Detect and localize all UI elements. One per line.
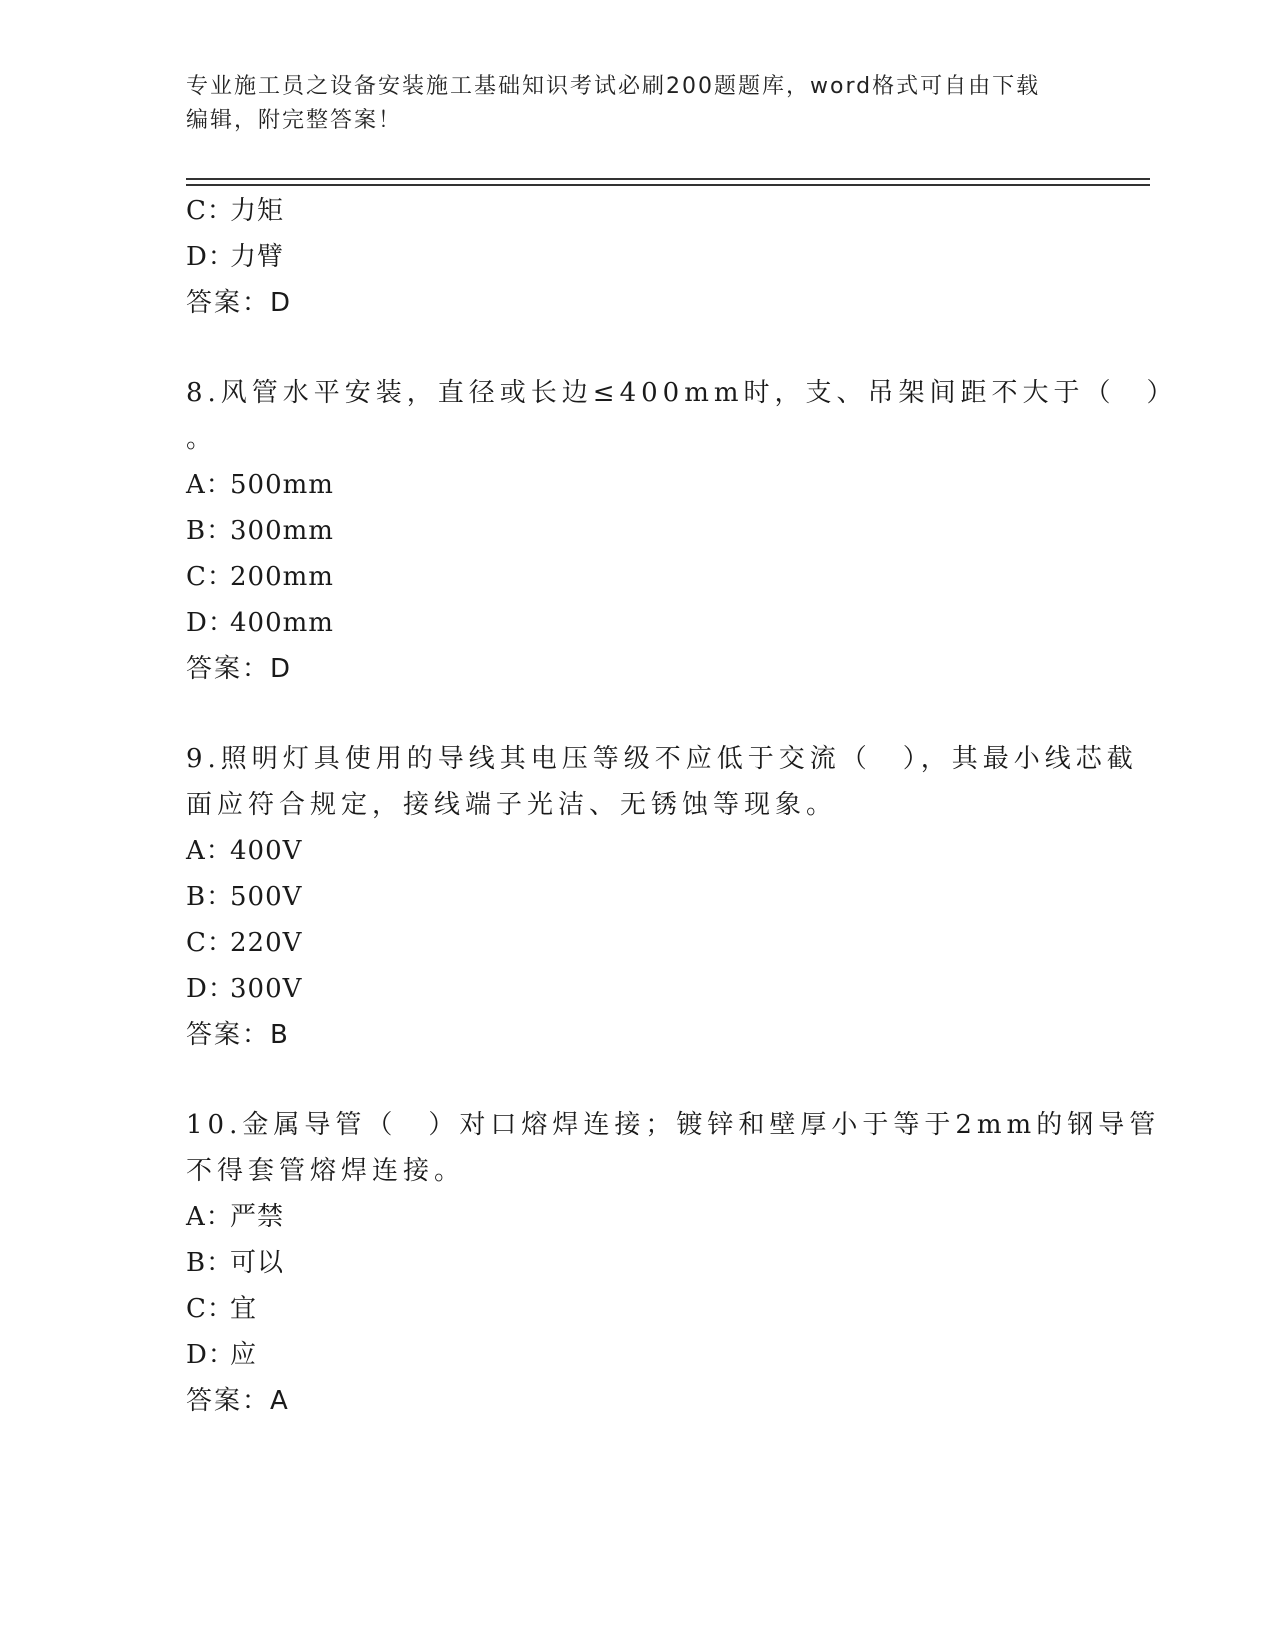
option-text: 500V (230, 882, 303, 912)
answer-line: 答案：D (186, 654, 293, 684)
option-key: D： (186, 608, 235, 638)
question-7-continued (186, 188, 1086, 326)
header-line-2: 编辑，附完整答案！ (186, 108, 403, 133)
option-key: B： (186, 1248, 234, 1278)
answer-line: 答案：B (186, 1020, 290, 1050)
option-key: A： (186, 1202, 233, 1232)
option-c (186, 920, 1086, 966)
question-10 (186, 1102, 1161, 1424)
header-divider-top (186, 178, 1150, 180)
option-c (186, 554, 1086, 600)
option-text: 300V (230, 974, 303, 1004)
question-stem-line: 10.金属导管（ ）对口熔焊连接；镀锌和壁厚小于等于2mm的钢导管 (186, 1110, 1161, 1140)
question-9 (186, 736, 1138, 1058)
option-b (186, 1240, 1086, 1286)
option-b (186, 508, 1086, 554)
question-8 (186, 370, 1178, 692)
question-stem-line: 8.风管水平安装，直径或长边≤400mm时，支、吊架间距不大于（ ） (186, 378, 1178, 408)
option-c (186, 1286, 1086, 1332)
option-a (186, 828, 1086, 874)
question-stem-line: 9.照明灯具使用的导线其电压等级不应低于交流（ ），其最小线芯截 (186, 744, 1138, 774)
option-a (186, 1194, 1086, 1240)
option-d (186, 600, 1086, 646)
option-text: 力矩 (230, 196, 285, 226)
option-text: 400V (230, 836, 303, 866)
option-b (186, 874, 1086, 920)
question-stem-line: 。 (186, 424, 218, 454)
option-key: B： (186, 516, 234, 546)
option-key: D： (186, 242, 235, 272)
option-d (186, 966, 1086, 1012)
option-a (186, 462, 1086, 508)
header-line-1: 专业施工员之设备安装施工基础知识考试必刷200题题库，word格式可自由下载 (186, 74, 1041, 99)
option-text: 400mm (230, 608, 334, 638)
option-text: 300mm (230, 516, 334, 546)
option-key: A： (186, 470, 233, 500)
option-key: B： (186, 882, 234, 912)
option-text: 220V (230, 928, 303, 958)
question-stem-line: 面应符合规定，接线端子光洁、无锈蚀等现象。 (186, 790, 838, 820)
option-c (186, 188, 1086, 234)
option-key: C： (186, 562, 234, 592)
question-stem (186, 1102, 1161, 1194)
option-text: 宜 (230, 1294, 258, 1324)
option-text: 可以 (230, 1248, 285, 1278)
option-text: 严禁 (230, 1202, 285, 1232)
option-d (186, 234, 1086, 280)
header-divider-bottom (186, 184, 1150, 186)
option-text: 应 (230, 1340, 258, 1370)
option-key: D： (186, 974, 235, 1004)
option-d (186, 1332, 1086, 1378)
option-key: A： (186, 836, 233, 866)
option-text: 力臂 (230, 242, 285, 272)
option-text: 200mm (230, 562, 334, 592)
question-list (186, 188, 1178, 1424)
option-text: 500mm (230, 470, 334, 500)
document-header (186, 70, 1086, 138)
answer-line: 答案：A (186, 1386, 290, 1416)
question-stem-line: 不得套管熔焊连接。 (186, 1156, 466, 1186)
question-stem (186, 370, 1178, 462)
option-key: C： (186, 928, 234, 958)
option-key: D： (186, 1340, 235, 1370)
question-stem (186, 736, 1138, 828)
option-key: C： (186, 196, 234, 226)
option-key: C： (186, 1294, 234, 1324)
answer-line: 答案：D (186, 288, 293, 318)
